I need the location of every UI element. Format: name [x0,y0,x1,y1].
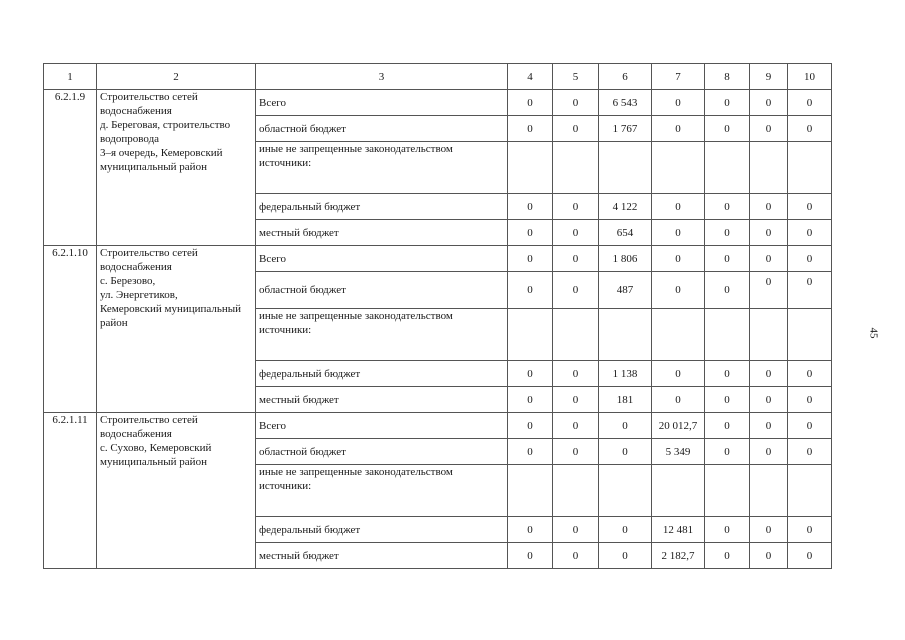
value-col-9: 0 [750,246,788,272]
header-col-9: 9 [750,64,788,90]
value-col-4 [508,309,553,361]
item-name: Строительство сетей водоснабжения с. Березово, ул. Энергетиков, Кемеровский муниципальный район [97,246,256,413]
value-col-9: 0 [750,116,788,142]
funding-source: областной бюджет [256,116,508,142]
header-col-10: 10 [788,64,832,90]
table-header-row [44,64,832,90]
value-col-9: 0 [750,439,788,465]
header-col-8: 8 [705,64,750,90]
value-col-9 [750,142,788,194]
value-col-9: 0 [750,90,788,116]
value-col-10: 0 [788,272,832,309]
value-col-6: 654 [599,220,652,246]
value-col-7: 0 [652,272,705,309]
value-col-6: 0 [599,543,652,569]
value-col-8: 0 [705,517,750,543]
funding-source: областной бюджет [256,272,508,309]
header-col-2: 2 [97,64,256,90]
header-col-1: 1 [44,64,97,90]
value-col-9 [750,465,788,517]
value-col-5: 0 [553,194,599,220]
value-col-6 [599,465,652,517]
value-col-8: 0 [705,387,750,413]
value-col-9: 0 [750,361,788,387]
item-name: Строительство сетей водоснабжения д. Береговая, строительство водопровода 3–я очередь, Кемеровский муниципальный район [97,90,256,246]
value-col-7: 0 [652,246,705,272]
value-col-8: 0 [705,439,750,465]
row-total [44,90,832,116]
value-col-10: 0 [788,543,832,569]
value-col-10: 0 [788,387,832,413]
value-col-4: 0 [508,90,553,116]
value-col-4: 0 [508,387,553,413]
funding-source: местный бюджет [256,220,508,246]
value-col-10: 0 [788,439,832,465]
funding-source: местный бюджет [256,387,508,413]
value-col-10 [788,309,832,361]
funding-source: федеральный бюджет [256,517,508,543]
header-col-5: 5 [553,64,599,90]
header-col-7: 7 [652,64,705,90]
value-col-9: 0 [750,543,788,569]
value-col-4: 0 [508,220,553,246]
value-col-7: 12 481 [652,517,705,543]
funding-source: иные не запрещенные законодательством источники: [256,465,508,517]
value-col-4: 0 [508,517,553,543]
funding-source: Всего [256,413,508,439]
value-col-7: 0 [652,90,705,116]
value-col-6: 6 543 [599,90,652,116]
value-col-10: 0 [788,246,832,272]
value-col-4: 0 [508,194,553,220]
value-col-5: 0 [553,387,599,413]
value-col-5: 0 [553,517,599,543]
value-col-8: 0 [705,220,750,246]
value-col-7 [652,142,705,194]
value-col-5: 0 [553,361,599,387]
value-col-8: 0 [705,246,750,272]
value-col-8 [705,309,750,361]
value-col-9: 0 [750,272,788,309]
item-name: Строительство сетей водоснабжения с. Сухово, Кемеровский муниципальный район [97,413,256,569]
value-col-9 [750,309,788,361]
value-col-10: 0 [788,361,832,387]
value-col-9: 0 [750,387,788,413]
header-col-3: 3 [256,64,508,90]
value-col-6: 0 [599,413,652,439]
value-col-7: 20 012,7 [652,413,705,439]
value-col-9: 0 [750,517,788,543]
header-col-6: 6 [599,64,652,90]
header-col-4: 4 [508,64,553,90]
value-col-7: 0 [652,387,705,413]
value-col-6: 1 138 [599,361,652,387]
value-col-8: 0 [705,272,750,309]
value-col-8: 0 [705,116,750,142]
value-col-6: 1 767 [599,116,652,142]
value-col-7: 0 [652,361,705,387]
value-col-10: 0 [788,413,832,439]
funding-source: федеральный бюджет [256,361,508,387]
value-col-8: 0 [705,543,750,569]
value-col-7: 0 [652,220,705,246]
value-col-6: 0 [599,439,652,465]
value-col-6: 181 [599,387,652,413]
funding-source: Всего [256,246,508,272]
item-code: 6.2.1.11 [44,413,97,569]
value-col-10 [788,465,832,517]
funding-source: областной бюджет [256,439,508,465]
item-code: 6.2.1.9 [44,90,97,246]
value-col-9: 0 [750,220,788,246]
value-col-7 [652,309,705,361]
value-col-6 [599,142,652,194]
value-col-6: 4 122 [599,194,652,220]
funding-source: иные не запрещенные законодательством источники: [256,309,508,361]
value-col-7: 5 349 [652,439,705,465]
value-col-8: 0 [705,413,750,439]
value-col-10: 0 [788,194,832,220]
value-col-7: 0 [652,116,705,142]
value-col-5 [553,142,599,194]
value-col-5: 0 [553,116,599,142]
item-code: 6.2.1.10 [44,246,97,413]
value-col-4: 0 [508,116,553,142]
page-number: 45 [867,327,880,339]
row-total [44,413,832,439]
value-col-4: 0 [508,413,553,439]
value-col-10: 0 [788,116,832,142]
row-total [44,246,832,272]
value-col-9: 0 [750,413,788,439]
funding-source: Всего [256,90,508,116]
value-col-5: 0 [553,543,599,569]
value-col-5: 0 [553,90,599,116]
value-col-5: 0 [553,272,599,309]
value-col-4: 0 [508,272,553,309]
value-col-4: 0 [508,361,553,387]
value-col-5: 0 [553,439,599,465]
value-col-7 [652,465,705,517]
value-col-7: 0 [652,194,705,220]
value-col-8: 0 [705,194,750,220]
value-col-10: 0 [788,90,832,116]
value-col-5 [553,309,599,361]
funding-source: местный бюджет [256,543,508,569]
value-col-6: 1 806 [599,246,652,272]
value-col-10: 0 [788,220,832,246]
value-col-5: 0 [553,220,599,246]
value-col-5: 0 [553,246,599,272]
value-col-4 [508,142,553,194]
funding-source: федеральный бюджет [256,194,508,220]
budget-table [43,63,832,569]
value-col-6 [599,309,652,361]
value-col-7: 2 182,7 [652,543,705,569]
value-col-4: 0 [508,439,553,465]
value-col-5: 0 [553,413,599,439]
value-col-8 [705,465,750,517]
funding-source: иные не запрещенные законодательством источники: [256,142,508,194]
value-col-5 [553,465,599,517]
value-col-6: 487 [599,272,652,309]
value-col-4: 0 [508,543,553,569]
value-col-9: 0 [750,194,788,220]
value-col-8 [705,142,750,194]
value-col-10 [788,142,832,194]
value-col-8: 0 [705,361,750,387]
value-col-10: 0 [788,517,832,543]
value-col-4: 0 [508,246,553,272]
value-col-6: 0 [599,517,652,543]
value-col-4 [508,465,553,517]
value-col-8: 0 [705,90,750,116]
